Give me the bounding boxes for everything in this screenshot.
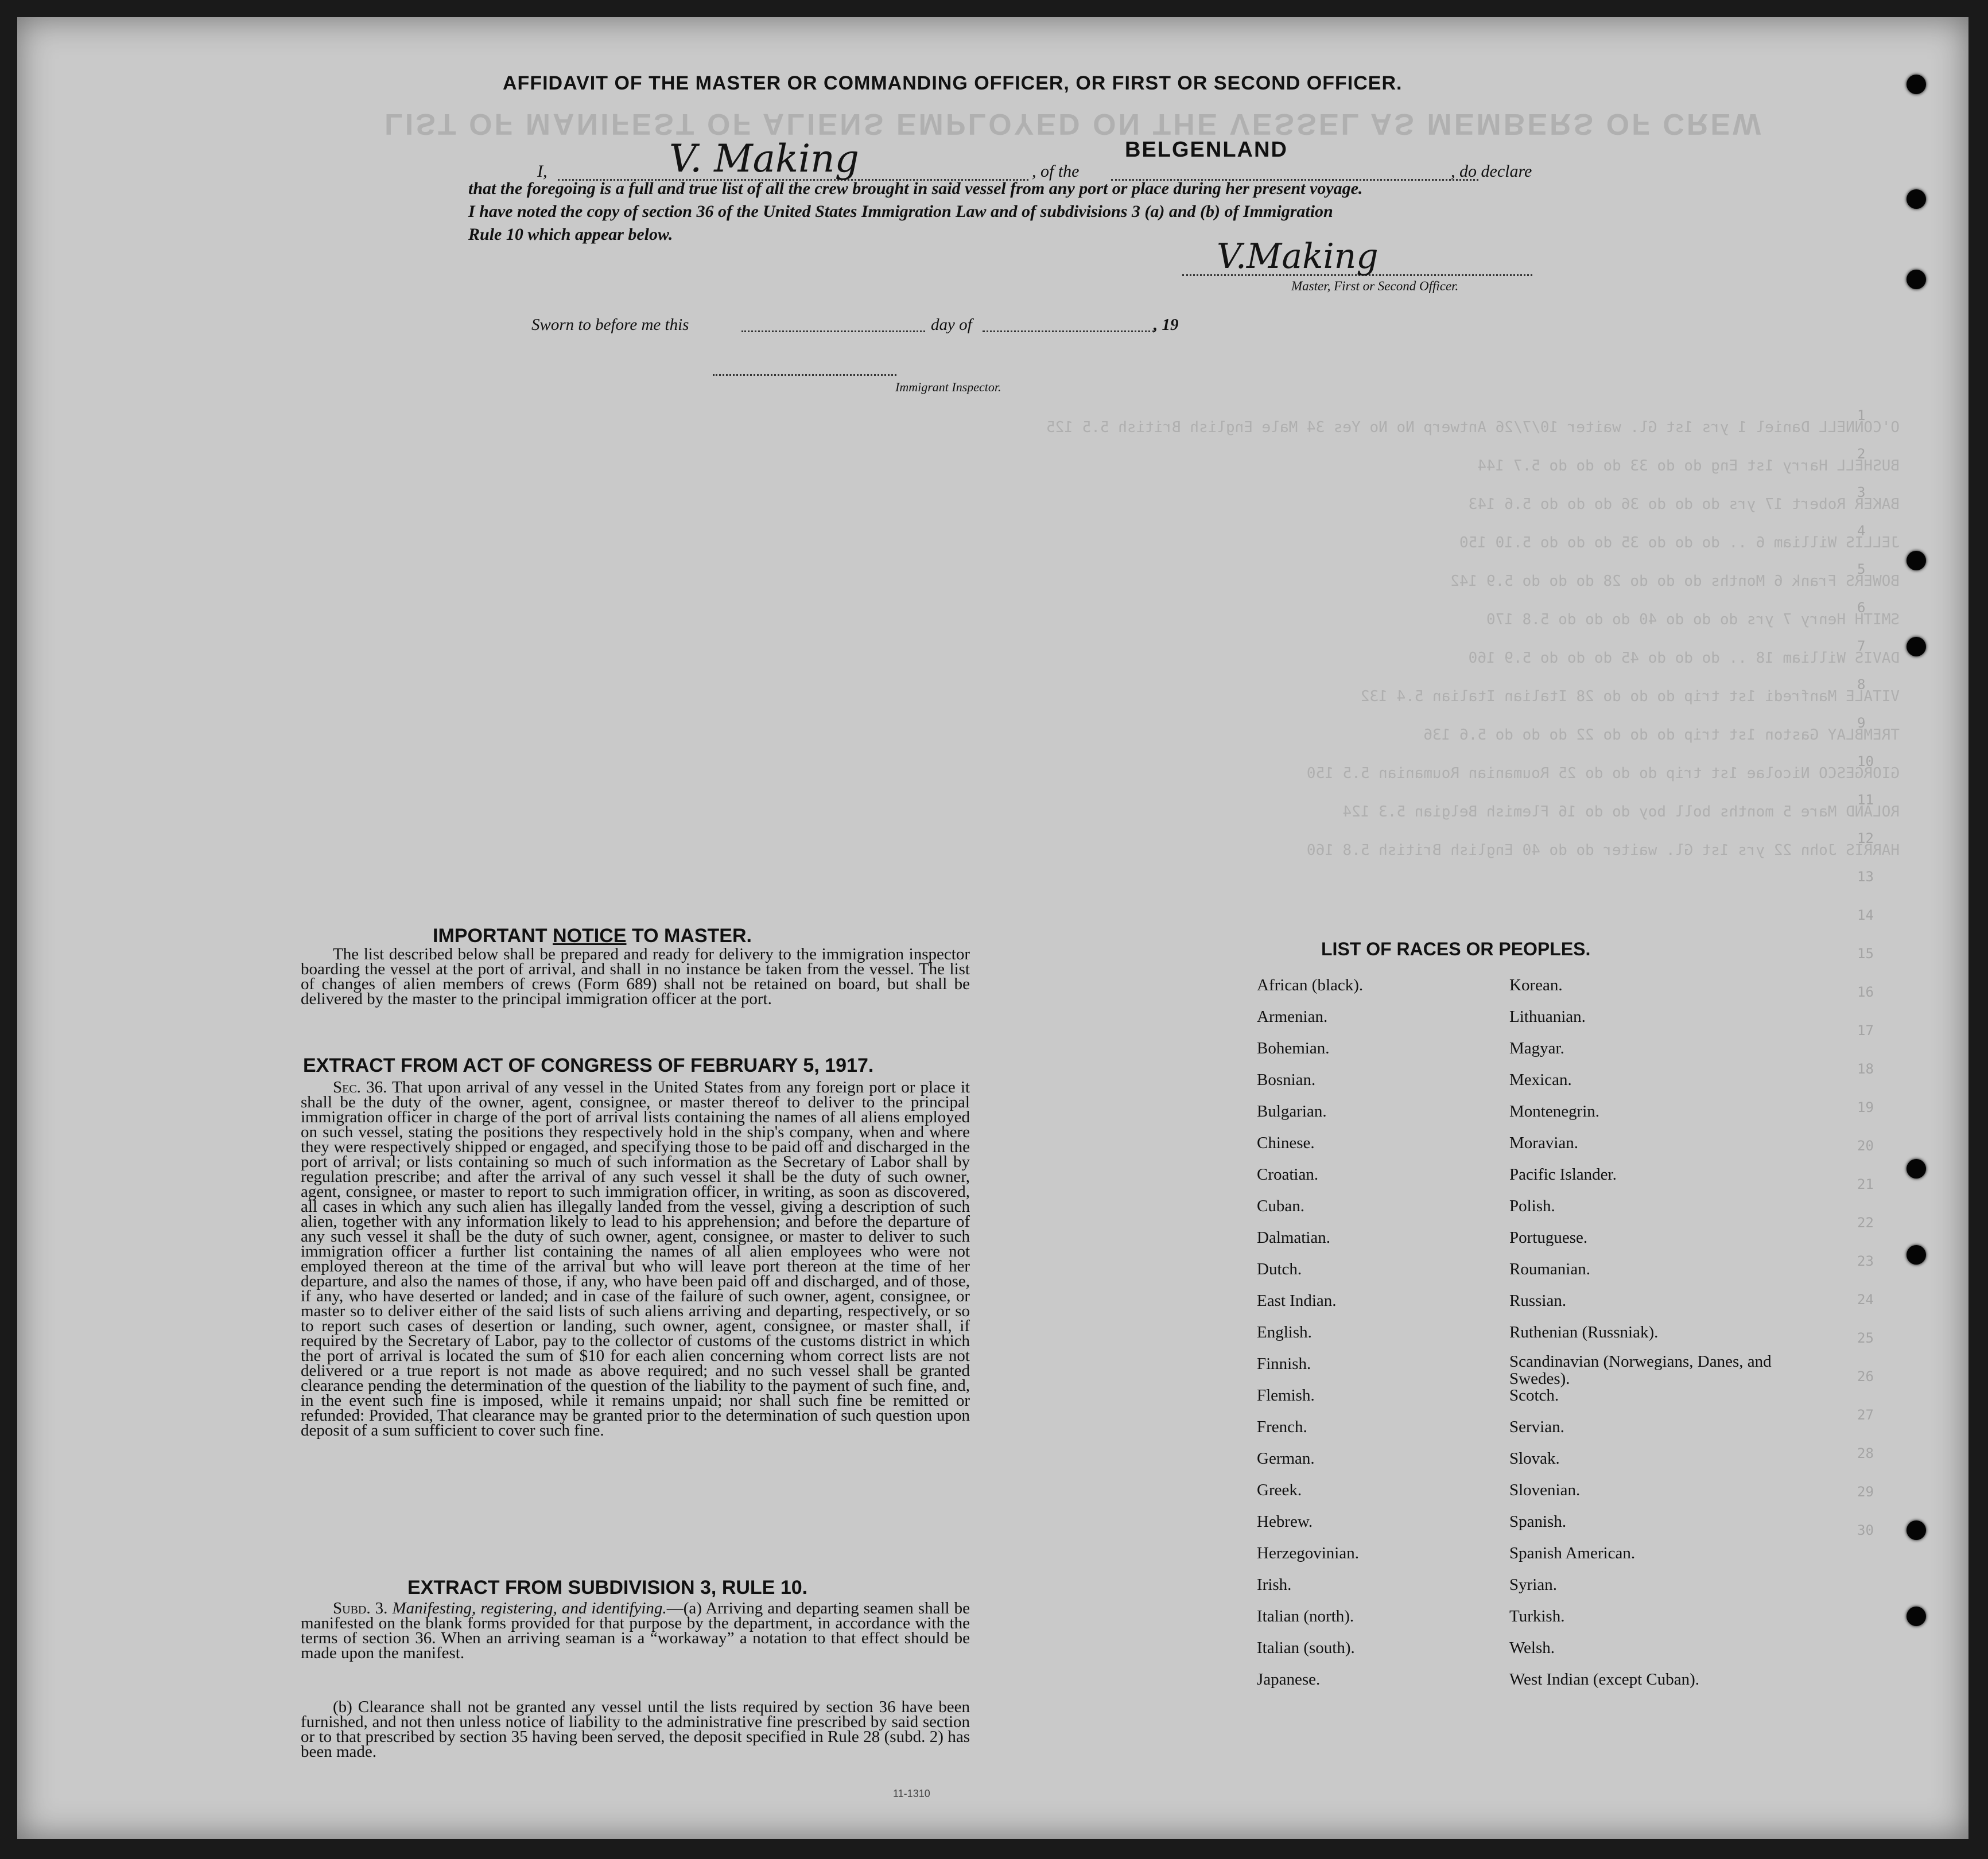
race-item: Dutch.: [1257, 1260, 1302, 1278]
race-item: Scotch.: [1509, 1386, 1559, 1405]
vessel-name: BELGENLAND: [1125, 138, 1288, 162]
bleed-through-row: HARRIS John 22 yrs 1st Gl. waiter do do 40 English British 5.8 160: [1306, 842, 1900, 859]
i-label: I,: [537, 162, 548, 181]
punch-hole: [1907, 1607, 1926, 1626]
bleed-through-row: BAKER Robert 17 yrs do do do 36 do do do 5.6 143: [1468, 496, 1900, 513]
rule-para-a: [301, 1601, 970, 1660]
affidavit-line-3: I have noted the copy of section 36 of the United States Immigration Law and of subdivisions 3 (a) and (b) of Immigration: [468, 202, 1333, 221]
line-number: 19: [1857, 1099, 1874, 1115]
punch-hole: [1907, 1520, 1926, 1540]
bleed-through-row: DAVIS William 18 .. do do do 45 do do do 5.9 160: [1468, 650, 1900, 667]
race-item: Welsh.: [1509, 1639, 1555, 1657]
sworn-prefix: Sworn to before me this: [531, 316, 689, 334]
race-item: Herzegovinian.: [1257, 1544, 1359, 1562]
race-item: East Indian.: [1257, 1292, 1337, 1310]
officer-signature: V.Making: [1217, 236, 1379, 277]
officer-label: Master, First or Second Officer.: [1291, 279, 1459, 293]
races-left-column: [1257, 970, 1486, 1695]
race-item: Cuban.: [1257, 1197, 1304, 1215]
of-the-label: , of the: [1032, 162, 1080, 181]
punch-hole: [1907, 189, 1926, 209]
sec-label: Sec. 36.: [333, 1078, 387, 1096]
line-number: 10: [1857, 753, 1874, 769]
punch-hole: [1907, 1159, 1926, 1179]
race-item: French.: [1257, 1418, 1307, 1436]
line-number: 30: [1857, 1522, 1874, 1538]
rule-para-b: (b) Clearance shall not be granted any vessel until the lists required by section 36 have been furnished, and not then unless notice of liability to the administrative fine prescribed by said section or to that prescribed by section 35 having been served, the deposit specified in Rule 28 (subd. 2) has been made.: [301, 1698, 970, 1761]
punch-hole: [1907, 637, 1926, 656]
line-number: 29: [1857, 1484, 1874, 1500]
bleed-through-row: O'CONNELL Daniel 1 yrs 1st Gl. waiter 10/7/26 Antwerp No No Yes 34 Male English British 5.5 125: [1046, 419, 1900, 436]
line-number: 13: [1857, 869, 1874, 885]
race-item: Italian (north).: [1257, 1607, 1354, 1625]
punch-hole: [1907, 75, 1926, 94]
line-number: 7: [1857, 638, 1866, 654]
affidavit-line-4: Rule 10 which appear below.: [468, 225, 673, 244]
line-number: 18: [1857, 1061, 1874, 1077]
race-item: Hebrew.: [1257, 1512, 1313, 1531]
race-item: Irish.: [1257, 1576, 1292, 1594]
manifest-page: [17, 17, 1968, 1839]
race-item: Italian (south).: [1257, 1639, 1355, 1657]
line-number: 17: [1857, 1022, 1874, 1039]
race-item: Polish.: [1509, 1197, 1555, 1215]
do-declare-label: , do declare: [1451, 162, 1532, 181]
races-right-column: [1509, 970, 1808, 1695]
bleed-through-row: ROLAND Mare 5 months boll boy do do 16 Flemish Belgian 5.3 124: [1342, 803, 1900, 820]
sworn-day-label: day of: [931, 316, 972, 334]
line-number: 15: [1857, 946, 1874, 962]
race-item: Bosnian.: [1257, 1071, 1316, 1089]
race-item: Magyar.: [1509, 1039, 1564, 1057]
line-number: 4: [1857, 523, 1866, 539]
line-number: 12: [1857, 830, 1874, 846]
race-item: Flemish.: [1257, 1386, 1315, 1405]
line-number: 27: [1857, 1407, 1874, 1423]
race-item: Slovak.: [1509, 1449, 1560, 1468]
race-item: Mexican.: [1509, 1071, 1572, 1089]
line-number: 6: [1857, 600, 1866, 616]
race-item: Chinese.: [1257, 1134, 1315, 1152]
race-item: Bohemian.: [1257, 1039, 1330, 1057]
race-item: Turkish.: [1509, 1607, 1565, 1625]
bleed-through-title: LIST OF MANIFEST OF ALIENS EMPLOYED ON THE VESSEL AS MEMBERS OF CREW: [385, 107, 1764, 141]
race-item: Portuguese.: [1509, 1228, 1588, 1247]
form-code: 11-1310: [893, 1788, 930, 1799]
line-number: 26: [1857, 1368, 1874, 1384]
notice-heading-part1: IMPORTANT: [433, 925, 548, 947]
bleed-through-row: VITALE Manfredi 1st trip do do do 28 Italian Italian 5.4 132: [1360, 688, 1900, 705]
bleed-through-row: TREMBLAY Gaston 1st trip do do do 22 do do do 5.6 136: [1423, 726, 1900, 744]
act-extract-heading: EXTRACT FROM ACT OF CONGRESS OF FEBRUARY 5, 1917.: [303, 1055, 874, 1076]
rule-text-a: —(a) Arriving and departing seamen shall be manifested on the blank forms provided for that purpose by the department, in accordance with the terms of section 36. When an arriving seaman is a “workaway” a notation to that effect should be made upon the manifest.: [301, 1599, 970, 1662]
line-number: 3: [1857, 484, 1866, 500]
race-item: Ruthenian (Russniak).: [1509, 1323, 1659, 1341]
races-heading: LIST OF RACES OR PEOPLES.: [1321, 939, 1591, 959]
line-number: 28: [1857, 1445, 1874, 1461]
notice-heading-part2: NOTICE: [553, 925, 627, 947]
race-item: Slovenian.: [1509, 1481, 1581, 1499]
line-number: 8: [1857, 676, 1866, 693]
line-number: 23: [1857, 1253, 1874, 1269]
race-item: Armenian.: [1257, 1008, 1328, 1026]
line-number: 22: [1857, 1215, 1874, 1231]
punch-hole: [1907, 1245, 1926, 1265]
notice-heading: [433, 925, 752, 947]
line-number: 11: [1857, 792, 1874, 808]
notice-text: The list described below shall be prepared and ready for delivery to the immigration inspector boarding the vessel at the port of arrival, and shall in no instance be taken from the vessel. The list of changes of alien members of crews (Form 689) shall not be retained on board, but shall be delivered by the master to the principal immigration officer at the port.: [301, 945, 970, 1008]
line-number: 24: [1857, 1292, 1874, 1308]
race-item: Croatian.: [1257, 1165, 1319, 1184]
subd-label: Subd. 3.: [333, 1599, 388, 1617]
punch-hole: [1907, 270, 1926, 289]
affidavit-title: AFFIDAVIT OF THE MASTER OR COMMANDING OFFICER, OR FIRST OR SECOND OFFICER.: [503, 72, 1403, 94]
sworn-month-line: [983, 330, 1155, 332]
line-number: 14: [1857, 907, 1874, 923]
race-item: Bulgarian.: [1257, 1102, 1327, 1121]
race-item: Servian.: [1509, 1418, 1564, 1436]
bleed-through-row: JELLIS William 6 .. do do do 35 do do do 5.10 150: [1459, 534, 1900, 551]
race-item: Korean.: [1509, 976, 1563, 994]
subd-title: Manifesting, registering, and identifying.: [392, 1599, 667, 1617]
line-number: 5: [1857, 561, 1866, 577]
line-number: 2: [1857, 446, 1866, 462]
inspector-label: Immigrant Inspector.: [895, 380, 1001, 394]
line-number: 21: [1857, 1176, 1874, 1192]
line-number: 20: [1857, 1138, 1874, 1154]
bleed-through-row: SMITH Henry 7 yrs do do do 40 do do do 5.8 170: [1486, 611, 1900, 628]
act-extract-text: [301, 1080, 970, 1438]
race-item: Pacific Islander.: [1509, 1165, 1617, 1184]
race-item: German.: [1257, 1449, 1315, 1468]
line-number: 1: [1857, 407, 1866, 423]
notice-heading-part3: TO MASTER.: [631, 925, 752, 947]
race-item: Greek.: [1257, 1481, 1302, 1499]
sworn-date-line: [741, 330, 925, 332]
bleed-through-row: GIORGESCO Nicolae 1st trip do do do 25 Roumanian Roumanian 5.5 150: [1306, 765, 1900, 782]
affidavit-line-2: that the foregoing is a full and true list of all the crew brought in said vessel from any port or place during her present voyage.: [468, 179, 1363, 198]
race-item: West Indian (except Cuban).: [1509, 1670, 1700, 1689]
line-number: 25: [1857, 1330, 1874, 1346]
bleed-through-row: BOWERS Frank 6 Months do do do 28 do do do 5.9 142: [1450, 573, 1900, 590]
race-item: Dalmatian.: [1257, 1228, 1331, 1247]
rule-extract-heading: EXTRACT FROM SUBDIVISION 3, RULE 10.: [407, 1577, 808, 1599]
race-item: Roumanian.: [1509, 1260, 1590, 1278]
signer-name: V. Making: [669, 137, 859, 181]
punch-hole: [1907, 551, 1926, 570]
line-number: 16: [1857, 984, 1874, 1000]
race-item: Finnish.: [1257, 1355, 1311, 1373]
race-item: Lithuanian.: [1509, 1008, 1586, 1026]
act-body: That upon arrival of any vessel in the United States from any foreign port or place it shall be the duty of the owner, agent, consignee, or master thereof to deliver to the principal immigration officer in charge of the port of arrival lists containing the names of all aliens employed on such vessel, stating the positions they respectively hold in the ship's company, when and where they were respectively shipped or engaged, and specifying those to be paid off and discharged in the port of arrival; or lists containing so much of such information as the Secretary of Labor shall by regulation prescribe; and after the arrival of any such vessel it shall be the duty of such owner, agent, consignee, or master to report to such immigration officer, in writing, as soon as discovered, all cases in which any such alien has illegally landed from the vessel, giving a description of such alien, together with any information likely to lead to his apprehension; and before the departure of any such vessel it shall be the duty of such owner, agent, consignee, or master to deliver to such immigration officer a further list containing the names of all alien employees who were not employed thereon at the time of the arrival but who will leave port thereon at the time of her departure, and also the names of those, if any, who have been paid off and discharged, and of those, if any, who have deserted or landed; and in case of the failure of such owner, agent, consignee, or master so to deliver either of the said lists of such aliens arriving and departing, respectively, or so to report such cases of desertion or landing, such owner, agent, consignee, or master shall, if required by the Secretary of Labor, pay to the collector of customs of the customs district in which the port of arrival is located the sum of $10 for each alien concerning whom correct lists are not delivered or a true report is not made as above required; and no such vessel shall be granted clearance pending the determination of the question of the liability to the payment of such fine, and, in the event such fine is imposed, while it remains unpaid; nor shall such fine be remitted or refunded: Provided, That clearance may be granted prior to the determination of such question upon deposit of a sum sufficient to cover such fine.: [301, 1078, 970, 1440]
bleed-through-row: BUSHELL Harry 1st Eng do do 33 do do do 5.7 144: [1477, 457, 1900, 475]
race-item: Moravian.: [1509, 1134, 1578, 1152]
race-item: Spanish.: [1509, 1512, 1567, 1531]
race-item: Syrian.: [1509, 1576, 1557, 1594]
affidavit-declaration-line: [537, 137, 1570, 181]
sworn-year-label: , 19: [1154, 316, 1179, 334]
line-number: 9: [1857, 715, 1866, 731]
race-item: Montenegrin.: [1509, 1102, 1600, 1121]
race-item: Japanese.: [1257, 1670, 1321, 1689]
race-item: Russian.: [1509, 1292, 1567, 1310]
race-item: African (black).: [1257, 976, 1364, 994]
race-item: English.: [1257, 1323, 1312, 1341]
race-item: Spanish American.: [1509, 1544, 1636, 1562]
race-item: Scandinavian (Norwegians, Danes, and Swedes).: [1509, 1352, 1772, 1388]
inspector-signature-line: [713, 374, 896, 376]
